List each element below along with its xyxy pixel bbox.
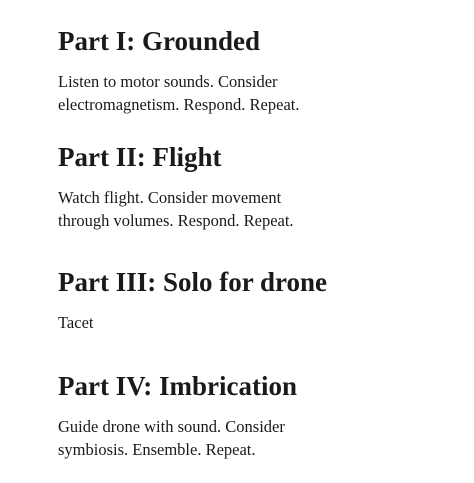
section-body <box>58 71 458 116</box>
section-part-1 <box>58 25 458 116</box>
section-part-4 <box>58 370 458 461</box>
section-body <box>58 416 458 461</box>
section-heading: Part I: Grounded <box>58 26 261 56</box>
section-body <box>58 187 458 232</box>
section-body <box>58 312 458 335</box>
section-heading: Part II: Flight <box>58 142 222 172</box>
body-line: Tacet <box>58 313 94 332</box>
section-heading: Part IV: Imbrication <box>58 371 297 401</box>
body-line: Watch flight. Consider movement <box>58 188 282 207</box>
section-heading: Part III: Solo for drone <box>58 267 327 297</box>
body-line: Guide drone with sound. Consider <box>58 417 285 436</box>
body-line: Listen to motor sounds. Consider <box>58 72 278 91</box>
body-line: electromagnetism. Respond. Repeat. <box>58 94 300 114</box>
body-line: symbiosis. Ensemble. Repeat. <box>58 439 256 459</box>
section-part-3 <box>58 266 458 335</box>
section-part-2 <box>58 141 458 232</box>
body-line: through volumes. Respond. Repeat. <box>58 210 294 230</box>
